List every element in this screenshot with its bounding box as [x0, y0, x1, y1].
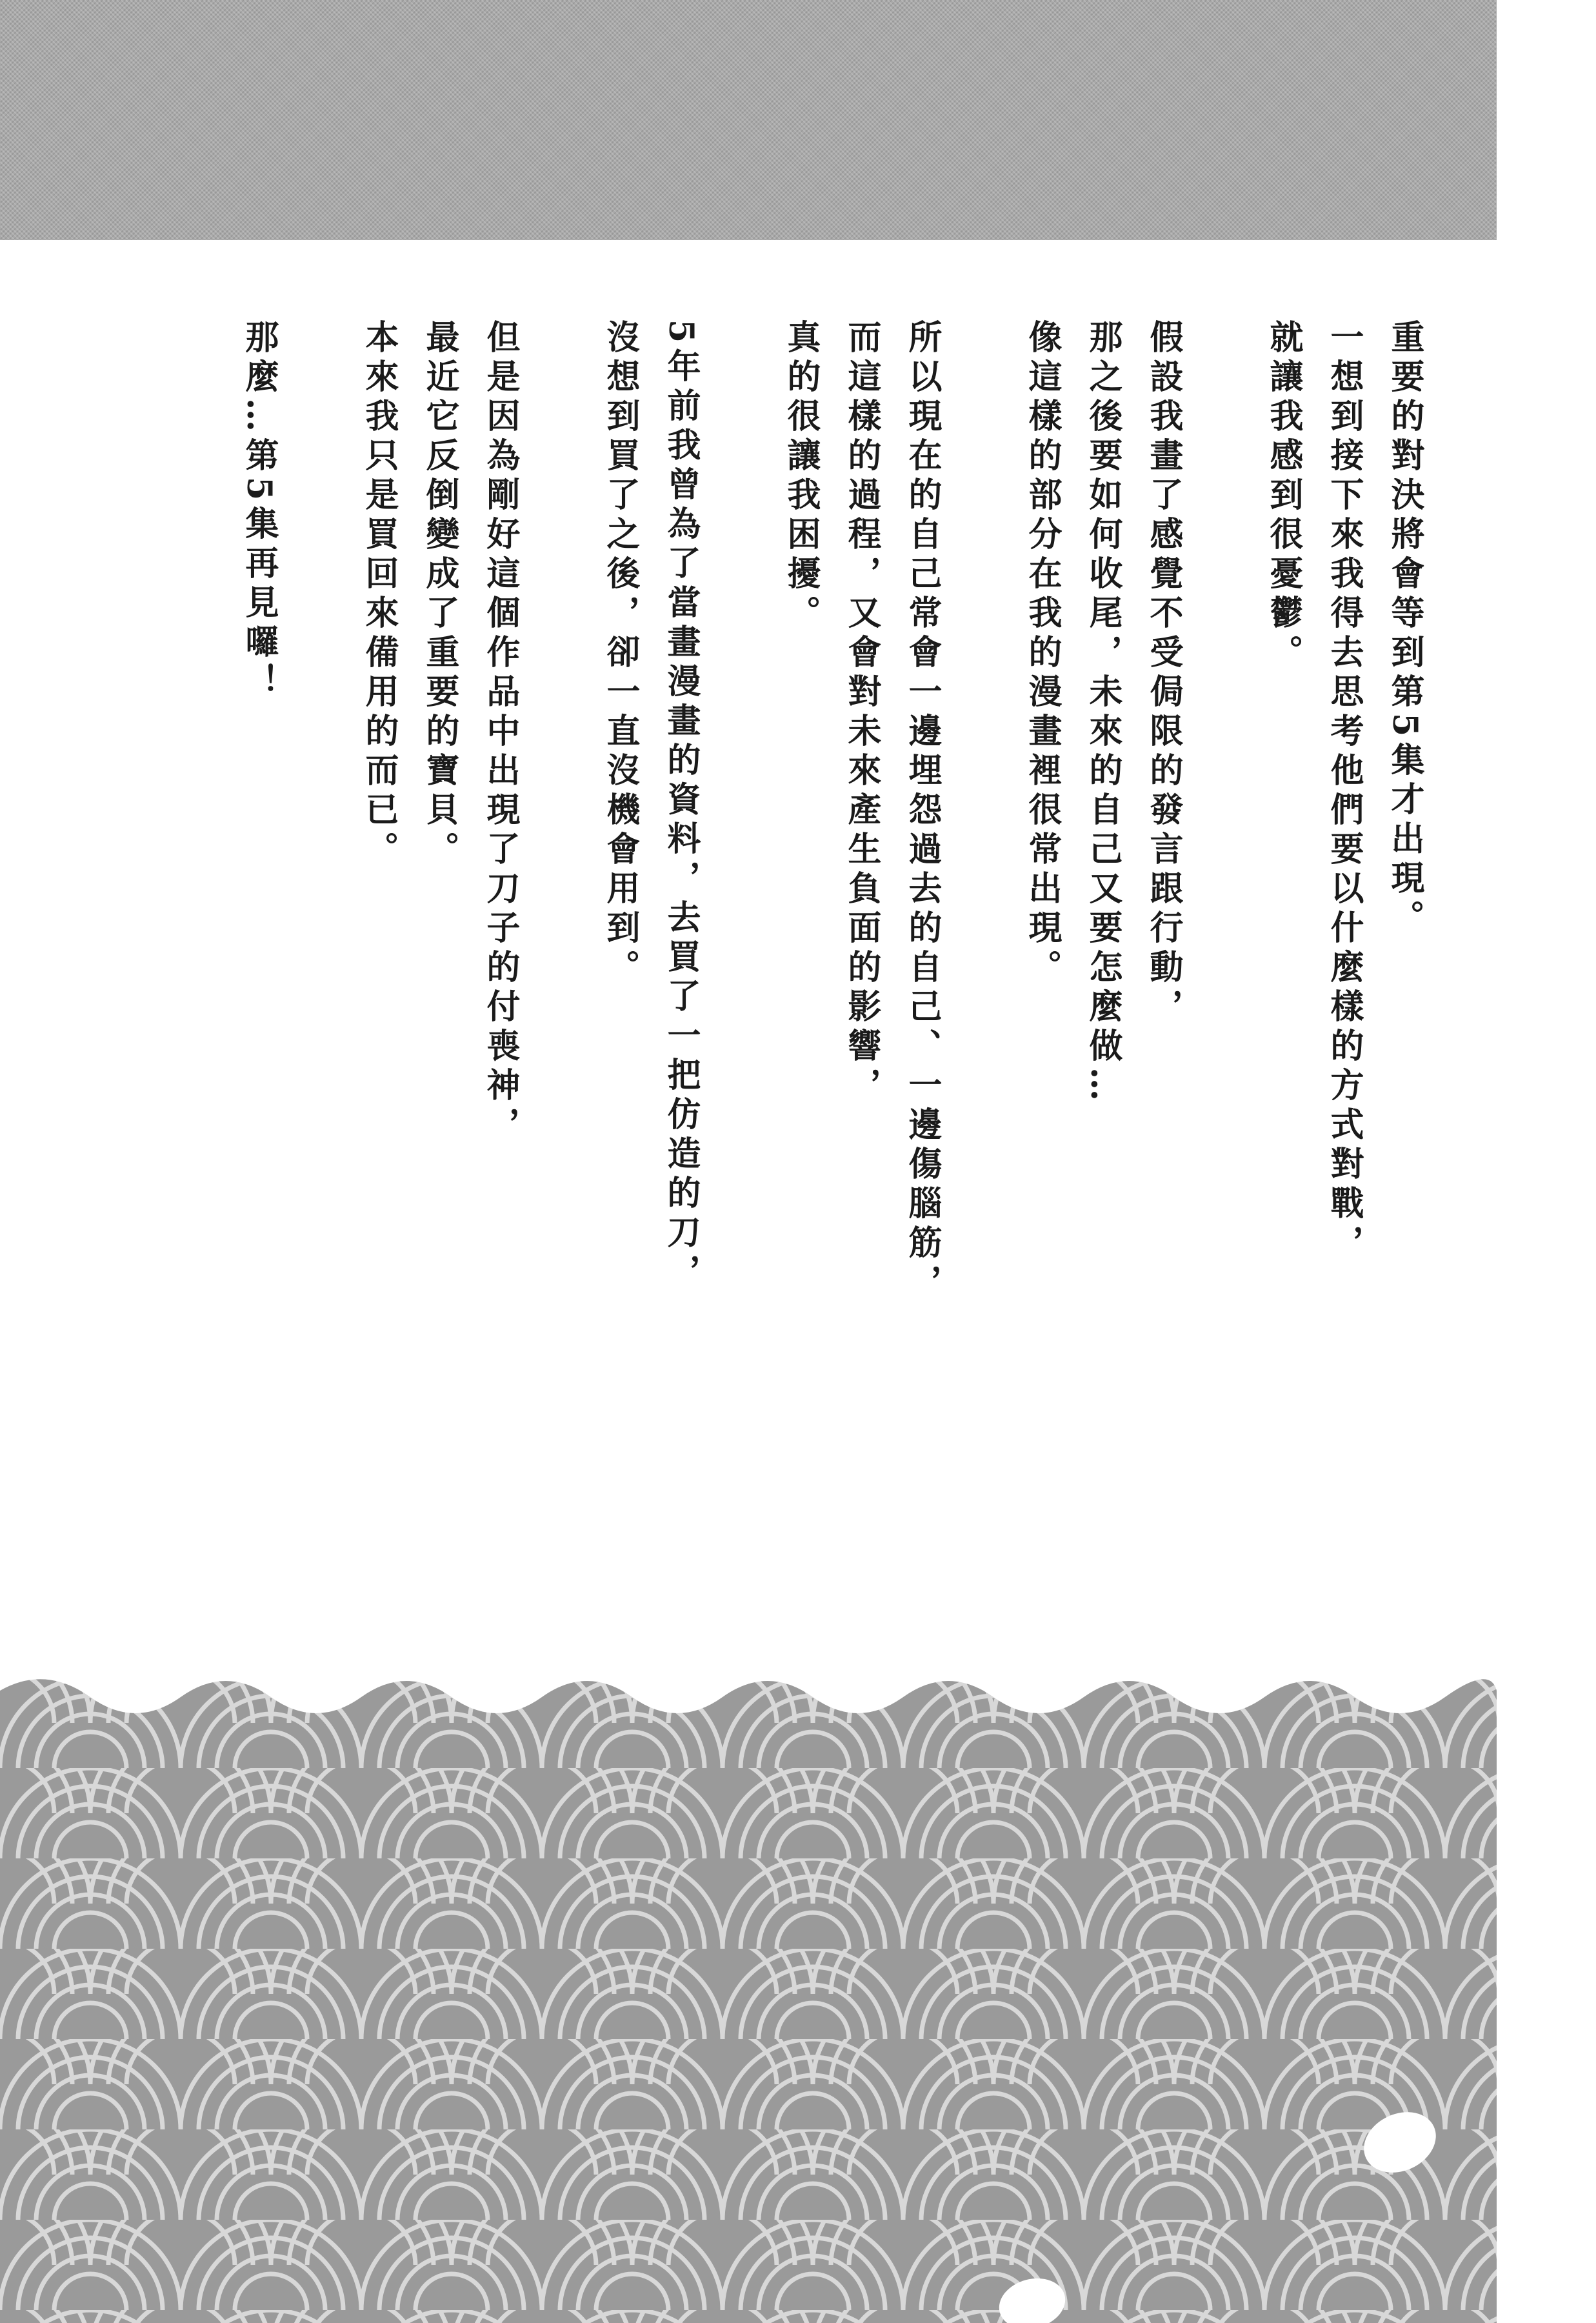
- paragraph-4: [590, 319, 711, 1610]
- text-line: 假設我畫了感覺不受侷限的發言跟行動，: [1144, 319, 1183, 1028]
- paragraph-3: [770, 319, 952, 1610]
- text-line: 就讓我感到很憂鬱。: [1264, 319, 1303, 674]
- top-screentone-band: [0, 0, 1497, 240]
- afterword-text: [228, 319, 1435, 1610]
- text-line: 所以現在的自己常會一邊埋怨過去的自己、一邊傷腦筋，: [903, 319, 942, 1303]
- text-line: 但是因為剛好這個作品中出現了刀子的付喪神，: [481, 319, 520, 1146]
- text-line: 一想到接下來我得去思考他們要以什麼樣的方式對戰，: [1324, 319, 1364, 1264]
- text-line: 本來我只是買回來備用的而已。: [359, 319, 399, 870]
- paragraph-1: [1253, 319, 1435, 1610]
- wave-pattern-decoration: [0, 1678, 1497, 2323]
- text-line: 真的很讓我困擾。: [781, 319, 821, 634]
- paragraph-6: [228, 319, 289, 1610]
- paragraph-2: [1012, 319, 1193, 1610]
- text-line: 5年前我曾為了當畫漫畫的資料，去買了一把仿造的刀，: [661, 319, 701, 1294]
- text-line: 那之後要如何收尾，未來的自己又要怎麼做…: [1083, 319, 1122, 1107]
- right-page-margin: [1497, 0, 1596, 2323]
- text-line: 而這樣的過程，又會對未來產生負面的影響，: [842, 319, 881, 1107]
- text-line: 沒想到買了之後，卻一直沒機會用到。: [601, 319, 640, 989]
- text-line: 最近它反倒變成了重要的寶貝。: [420, 319, 459, 870]
- paragraph-5: [348, 319, 530, 1610]
- text-line: 重要的對決將會等到第5集才出現。: [1385, 319, 1424, 940]
- text-line: 像這樣的部分在我的漫畫裡很常出現。: [1022, 319, 1062, 989]
- text-line: 那麼…第5集再見囉！: [239, 319, 279, 703]
